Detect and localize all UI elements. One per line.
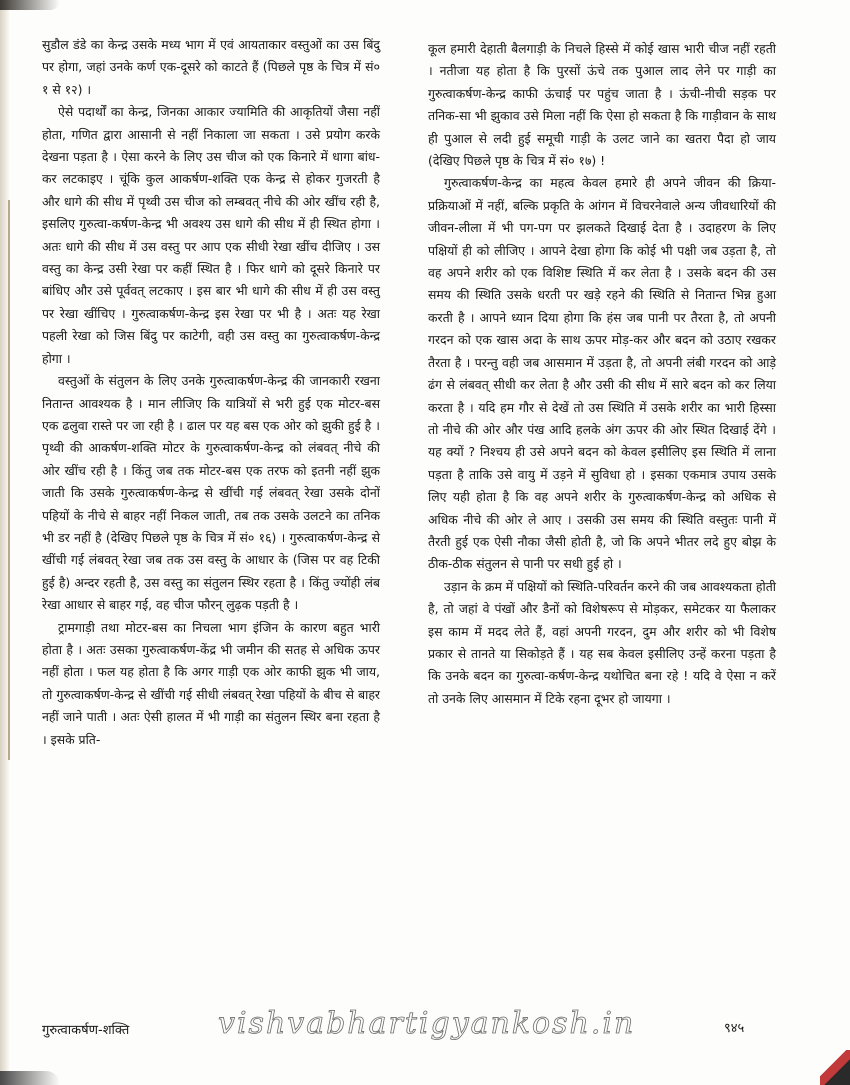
paragraph: कूल हमारी देहाती बैलगाड़ी के निचले हिस्से में कोई खास भारी चीज नहीं रहती । नतीजा यह होता है कि पुरसों ऊंचे तक पुआल लाद लेने पर गाड़ी का गुरुत्वाकर्षण-केन्द्र काफी ऊंचाई पर पहुंच जाता है । ऊंची-नीची सड़क पर तनिक-सा भी झुकाव उसे मिला नहीं कि ऐसा हो सकता है कि गाड़ीवान के साथ ही पुआल से लदी हुई समूची गाड़ी के उलट जाने का खतरा पैदा हो जाय (देखिए पिछले पृष्ठ के चित्र में सं० १७) ! — [428, 41, 776, 169]
paragraph: वस्तुओं के संतुलन के लिए उनके गुरुत्वाकर्षण-केन्द्र की जानकारी रखना नितान्त आवश्यक है । मान लीजिए कि यात्रियों से भरी हुई एक मोटर-बस एक ढलुवा रास्ते पर जा रही है । ढाल पर यह बस एक ओर को झुकी हुई है । पृथ्वी की आकर्षण-शक्ति मोटर के गुरुत्वाकर्षण-केन्द्र को लंबवत् नीचे की ओर खींच रही है । किंतु जब तक मोटर-बस एक तरफ को इतनी नहीं झुक जाती कि उसके गुरुत्वाकर्षण-केन्द्र से खींची गई लंबवत् रेखा उसके दोनों पहियों के नीचे से बाहर नहीं निकल जाती, तब तक उसके उलटने का तनिक भी डर नहीं है (देखिए पिछले पृष्ठ के चित्र में सं० १६) । गुरुत्वाकर्षण-केन्द्र से खींची गई लंबवत् रेखा जब तक उस वस्तु के आधार के (जिस पर वह टिकी हुई है) अन्दर रहती है, उस वस्तु का संतुलन स्थिर रहता है । किंतु ज्योंही लंब रेखा आधार से बाहर गई, वह चीज फौरन् लुढ़क पड़ती है । — [42, 373, 380, 613]
paragraph: सुडौल डंडे का केन्द्र उसके मध्य भाग में एवं आयताकार वस्तुओं का उस बिंदु पर होगा, जहां उनके कर्ण एक-दूसरे को काटते हैं (पिछले पृष्ठ के चित्र में सं० १ से १२) । — [42, 37, 380, 97]
paragraph: ऐसे पदार्थों का केन्द्र, जिनका आकार ज्यामिति की आकृतियों जैसा नहीं होता, गणित द्वारा आसानी से नहीं निकाला जा सकता । उसे प्रयोग करके देखना पड़ता है । ऐसा करने के लिए उस चीज को एक किनारे में धागा बांध-कर लटकाइए । चूंकि कुल आकर्षण-शक्ति एक केन्द्र से होकर गुजरती है और धागे की सीध में पृथ्वी उस चीज को लम्बवत् नीचे की ओर खींच रही है, इसलिए गुरुत्वा-कर्षण-केन्द्र भी अवश्य उस धागे की सीध में ही स्थित होगा । अतः धागे की सीध में उस वस्तु पर आप एक सीधी रेखा खींच दीजिए । उस वस्तु का केन्द्र उसी रेखा पर कहीं स्थित है । फिर धागे को दूसरे किनारे पर बांधिए और उसे पूर्ववत् लटकाए । इस बार भी धागे की सीध में ही उस वस्तु पर रेखा खींचिए । गुरुत्वाकर्षण-केन्द्र इस रेखा पर भी है । अतः यह रेखा पहली रेखा को जिस बिंदु पर काटेगी, वही उस वस्तु का गुरुत्वाकर्षण-केन्द्र होगा । — [42, 104, 380, 366]
paragraph: ट्रामगाड़ी तथा मोटर-बस का निचला भाग इंजिन के कारण बहुत भारी होता है । अतः उसका गुरुत्वाकर्षण-केंद्र भी जमीन की सतह से अधिक ऊपर नहीं होता । फल यह होता है कि अगर गाड़ी एक ओर काफी झुक भी जाय, तो गुरुत्वाकर्षण-केन्द्र से खींची गई सीधी लंबवत् रेखा पहियों के बीच से बाहर नहीं जाने पाती । अतः ऐसी हालत में भी गाड़ी का संतुलन स्थिर बना रहता है । इसके प्रति- — [42, 619, 380, 747]
paragraph: उड़ान के क्रम में पक्षियों को स्थिति-परिवर्तन करने की जब आवश्यकता होती है, तो जहां वे पंखों और डैनों को विशेषरूप से मोड़कर, समेटकर या फैलाकर इस काम में मदद लेते हैं, वहां अपनी गरदन, दुम और शरीर को भी विशेष प्रकार से तानते या सिकोड़ते हैं । यह सब केवल इसीलिए उन्हें करना पड़ता है कि उनके बदन का गुरुत्वा-कर्षण-केन्द्र यथोचित बना रहे ! यदि वे ऐसा न करें तो उनके लिए आसमान में टिके रहना दूभर हो जायगा । — [428, 578, 776, 706]
running-title: गुरुत्वाकर्षण-शक्ति — [42, 1023, 130, 1038]
scan-shadow-top — [0, 0, 60, 10]
right-column — [428, 38, 776, 710]
paragraph: गुरुत्वाकर्षण-केन्द्र का महत्व केवल हमारे ही अपने जीवन की क्रिया-प्रक्रियाओं में नहीं, बल्कि प्रकृति के आंगन में विचरनेवाले अन्य जीवधारियों की जीवन-लीला में भी पग-पग पर झलकते दिखाई देता है । उदाहरण के लिए पक्षियों ही को लीजिए । आपने देखा होगा कि कोई भी पक्षी जब उड़ता है, तो वह अपने शरीर को एक विशिष्ट स्थिति में कर लेता है । उसके बदन की उस समय की स्थिति उसके धरती पर खड़े रहने की स्थिति से नितान्त भिन्न हुआ करती है । आपने ध्यान दिया होगा कि हंस जब पानी पर तैरता है, तो अपनी गरदन को एक खास अदा के साथ ऊपर मोड़-कर और बदन को उठाए रखकर तैरता है । परन्तु वही जब आसमान में उड़ता है, तो अपनी लंबी गरदन को आड़े ढंग से लंबवत् सीधी कर लेता है और उसी की सीध में सारे बदन को कर लिया करता है । यदि हम गौर से देखें तो उस स्थिति में उसके शरीर का भारी हिस्सा तो नीचे की ओर और पंख आदि हलके अंग ऊपर की ओर स्थित दिखाई देंगे । यह क्यों ? निश्चय ही उसे अपने बदन को केवल इसीलिए इस स्थिति में लाना पड़ता है ताकि उसे वायु में उड़ने में सुविधा हो । इसका एकमात्र उपाय उसके लिए यही होता है कि वह अपने शरीर के गुरुत्वाकर्षण-केन्द्र को अधिक से अधिक नीचे की ओर ले आए । उसकी उस समय की स्थिति वस्तुतः पानी में तैरती हुई एक ऐसी नौका जैसी होती है, जो कि अपने भीतर लदे हुए बोझ के ठीक-ठीक संतुलन से पानी पर सधी हुई हो । — [428, 175, 776, 572]
watermark: vishvabhartigyankosh.in — [218, 1006, 636, 1041]
scan-shadow-bottom — [0, 1071, 60, 1085]
page-number: ९४५ — [724, 1021, 745, 1036]
left-column — [42, 34, 380, 751]
cover-corner — [820, 1050, 850, 1085]
binding-edge — [8, 200, 10, 760]
